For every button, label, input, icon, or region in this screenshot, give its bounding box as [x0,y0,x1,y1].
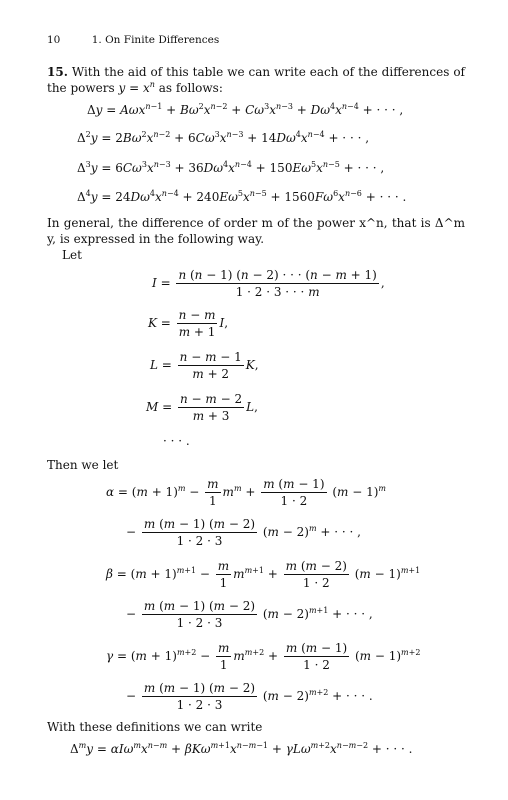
equation-alpha: $\alpha = (m + 1)^m$ − $\frac{m}{1}$ $m^m$ + $\frac{m (m - 1)}{1 \cdot 2}$ $(m - 1)^m$ [106,477,386,508]
then-label: Then we let [47,458,119,472]
equation-delta-2: $\Delta^2y = 2B\omega^2x^{n-2} + 6C\omega^3x^{n-3} + 14D\omega^4x^{n-4}$ + · · · , [77,130,370,145]
equation-L: L = $\frac{n - m - 1}{m + 2}$ K, [150,350,259,381]
equation-beta: $\beta = (m + 1)^{m+1}$ − $\frac{m}{1}$ $m^{m+1}$ + $\frac{m (m - 2)}{1 \cdot 2}$ $(m - 1)^{m+1}$ [106,559,421,590]
equation-M: M = $\frac{n - m - 2}{m + 3}$ L, [146,392,258,423]
equation-delta-1: $\Delta y = A\omega x^{n-1} + B\omega^2x^{n-2} + C\omega^3x^{n-3} + D\omega^4x^{n-4}$ + · · · , [87,102,404,117]
equation-beta-cont: − $\frac{m (m - 1) (m - 2)}{1 \cdot 2 \cdot 3}$ $(m - 2)^{m+1}$ + · · · , [126,599,373,630]
equation-gamma-cont: − $\frac{m (m - 1) (m - 2)}{1 \cdot 2 \cdot 3}$ $(m - 2)^{m+2}$ + · · · . [126,681,373,712]
intro-paragraph: 15. With the aid of this table we can write each of the differences of the powers $y = x^n$ as follows: [47,65,465,95]
equation-alpha-cont: − $\frac{m (m - 1) (m - 2)}{1 \cdot 2 \cdot 3}$ $(m - 2)^m$ + · · · , [126,517,361,548]
equation-I: I = $\frac{n (n - 1) (n - 2) \cdot \cdot \cdot (n - m + 1)}{1 \cdot 2 \cdot 3 \cdot \cdot \cdot m}$ , [152,268,385,299]
section-number: 15. [47,65,68,79]
equation-final: $\Delta^my = \alpha I\omega^mx^{n-m} + \beta K\omega^{m+1}x^{n-m-1} + \gamma L\omega^{m+2}x^{n-m-2}$ + · · · . [70,741,413,756]
with-label: With these definitions we can write [47,720,263,734]
ellipsis-row: · · · . [163,434,190,448]
intro-tail: as follows: [158,81,223,95]
equation-gamma: $\gamma = (m + 1)^{m+2}$ − $\frac{m}{1}$ $m^{m+2}$ + $\frac{m (m - 1)}{1 \cdot 2}$ $(m - 1)^{m+2}$ [106,641,421,672]
let-label: Let [62,248,82,262]
equation-delta-3: $\Delta^3y = 6C\omega^3x^{n-3} + 36D\omega^4x^{n-4} + 150E\omega^5x^{n-5}$ + · · · , [77,160,385,175]
general-text: In general, the difference of order m of the power x^n, that is Δ^m y, is expressed in the following way. [47,216,465,246]
intro-text: With the aid of this table we can write each of the differences of the powers [47,65,465,95]
running-header [47,34,219,46]
page-number: 10 [47,34,61,46]
equation-K: K = $\frac{n - m}{m + 1}$ I, [148,308,229,339]
equation-delta-4: $\Delta^4y = 24D\omega^4x^{n-4} + 240E\omega^5x^{n-5} + 1560F\omega^6x^{n-6}$ + · · · . [77,189,407,204]
chapter-title: 1. On Finite Differences [91,34,220,46]
general-paragraph [47,215,465,247]
